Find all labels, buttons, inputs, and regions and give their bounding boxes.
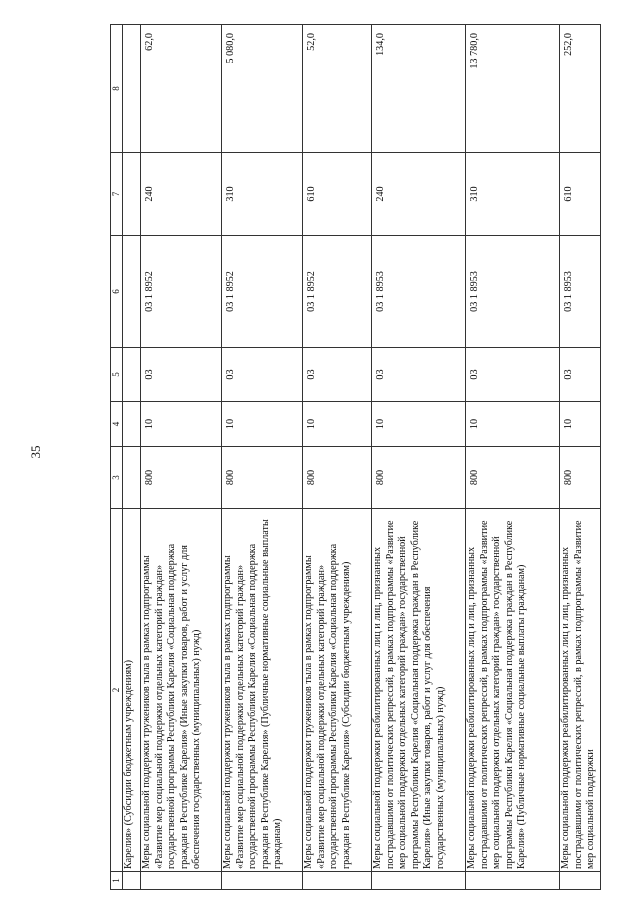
rotated-page xyxy=(110,25,605,890)
cell-amount: 13 780,0 xyxy=(466,25,560,153)
cell-expense-type: 610 xyxy=(560,153,601,236)
cell-section xyxy=(123,402,141,447)
page-number: 35 xyxy=(28,445,43,459)
cell-target-article: 03 1 8952 xyxy=(222,236,303,348)
cell-num xyxy=(466,872,560,890)
cell-expense-type: 310 xyxy=(222,153,303,236)
table-header-row xyxy=(111,25,123,890)
table-row xyxy=(123,25,141,890)
cell-description: Меры социальной поддержки тружеников тыла в рамках подпрограммы «Развитие мер социальной поддержки отдельных категорий граждан» государственной программы Республики Карелия «Социальная поддержка граждан в Республике Карелия» (Публичные нормативные социальные выплаты гражданам) xyxy=(222,509,303,872)
cell-description: Карелия» (Субсидии бюджетным учреждениям) xyxy=(123,509,141,872)
cell-description: Меры социальной поддержки реабилитированных лиц и лиц, признанных пострадавшими от политических репрессий, в рамках подпрограммы «Развитие мер социальной поддержки xyxy=(560,509,601,872)
cell-ved: 800 xyxy=(222,447,303,509)
table-row xyxy=(466,25,560,890)
table-row xyxy=(303,25,372,890)
cell-expense-type: 310 xyxy=(466,153,560,236)
cell-num xyxy=(372,872,466,890)
cell-target-article: 03 1 8953 xyxy=(372,236,466,348)
col-header-6: 6 xyxy=(111,236,123,348)
cell-num xyxy=(560,872,601,890)
cell-description: Меры социальной поддержки реабилитированных лиц и лиц, признанных пострадавшими от политических репрессий, в рамках подпрограммы «Развитие мер социальной поддержки отдельных категорий граждан» государственной программы Республики Карелия «Социальная поддержка граждан в Республике Карелия» (Иные закупки товаров, работ и услуг для обеспечения государственных (муниципальных) нужд) xyxy=(372,509,466,872)
cell-ved: 800 xyxy=(303,447,372,509)
cell-target-article: 03 1 8952 xyxy=(303,236,372,348)
table-row xyxy=(141,25,222,890)
cell-amount: 5 080,0 xyxy=(222,25,303,153)
cell-num xyxy=(303,872,372,890)
col-header-5: 5 xyxy=(111,348,123,402)
cell-amount: 252,0 xyxy=(560,25,601,153)
cell-expense-type: 240 xyxy=(141,153,222,236)
cell-ved: 800 xyxy=(560,447,601,509)
cell-section: 10 xyxy=(303,402,372,447)
cell-expense-type: 240 xyxy=(372,153,466,236)
table-row xyxy=(560,25,601,890)
cell-section: 10 xyxy=(372,402,466,447)
col-header-8: 8 xyxy=(111,25,123,153)
cell-expense-type xyxy=(123,153,141,236)
cell-section: 10 xyxy=(560,402,601,447)
cell-ved: 800 xyxy=(372,447,466,509)
cell-description: Меры социальной поддержки тружеников тыла в рамках подпрограммы «Развитие мер социальной поддержки отдельных категорий граждан» государственной программы Республики Карелия «Социальная поддержка граждан в Республике Карелия» (Субсидии бюджетным учреждениям) xyxy=(303,509,372,872)
col-header-4: 4 xyxy=(111,402,123,447)
cell-subsection xyxy=(123,348,141,402)
cell-amount: 134,0 xyxy=(372,25,466,153)
table-row xyxy=(222,25,303,890)
cell-target-article: 03 1 8953 xyxy=(560,236,601,348)
cell-ved xyxy=(123,447,141,509)
cell-section: 10 xyxy=(141,402,222,447)
cell-subsection: 03 xyxy=(303,348,372,402)
cell-subsection: 03 xyxy=(560,348,601,402)
cell-amount xyxy=(123,25,141,153)
cell-target-article: 03 1 8952 xyxy=(141,236,222,348)
cell-subsection: 03 xyxy=(141,348,222,402)
table-row xyxy=(372,25,466,890)
cell-ved: 800 xyxy=(141,447,222,509)
cell-amount: 52,0 xyxy=(303,25,372,153)
cell-expense-type: 610 xyxy=(303,153,372,236)
cell-description: Меры социальной поддержки тружеников тыла в рамках подпрограммы «Развитие мер социальной поддержки отдельных категорий граждан» государственной программы Республики Карелия «Социальная поддержка граждан в Республике Карелия» (Иные закупки товаров, работ и услуг для обеспечения государственных (муниципальных) нужд) xyxy=(141,509,222,872)
cell-subsection: 03 xyxy=(222,348,303,402)
cell-description: Меры социальной поддержки реабилитированных лиц и лиц, признанных пострадавшими от политических репрессий, в рамках подпрограммы «Развитие мер социальной поддержки отдельных категорий граждан» государственной программы Республики Карелия «Социальная поддержка граждан в Республике Карелия» (Публичные нормативные социальные выплаты гражданам) xyxy=(466,509,560,872)
cell-ved: 800 xyxy=(466,447,560,509)
cell-section: 10 xyxy=(466,402,560,447)
cell-subsection: 03 xyxy=(466,348,560,402)
cell-num xyxy=(141,872,222,890)
cell-target-article xyxy=(123,236,141,348)
cell-amount: 62,0 xyxy=(141,25,222,153)
cell-num xyxy=(123,872,141,890)
budget-table xyxy=(110,24,601,890)
col-header-2: 2 xyxy=(111,509,123,872)
col-header-7: 7 xyxy=(111,153,123,236)
col-header-3: 3 xyxy=(111,447,123,509)
cell-subsection: 03 xyxy=(372,348,466,402)
cell-section: 10 xyxy=(222,402,303,447)
cell-num xyxy=(222,872,303,890)
cell-target-article: 03 1 8953 xyxy=(466,236,560,348)
col-header-1: 1 xyxy=(111,872,123,890)
